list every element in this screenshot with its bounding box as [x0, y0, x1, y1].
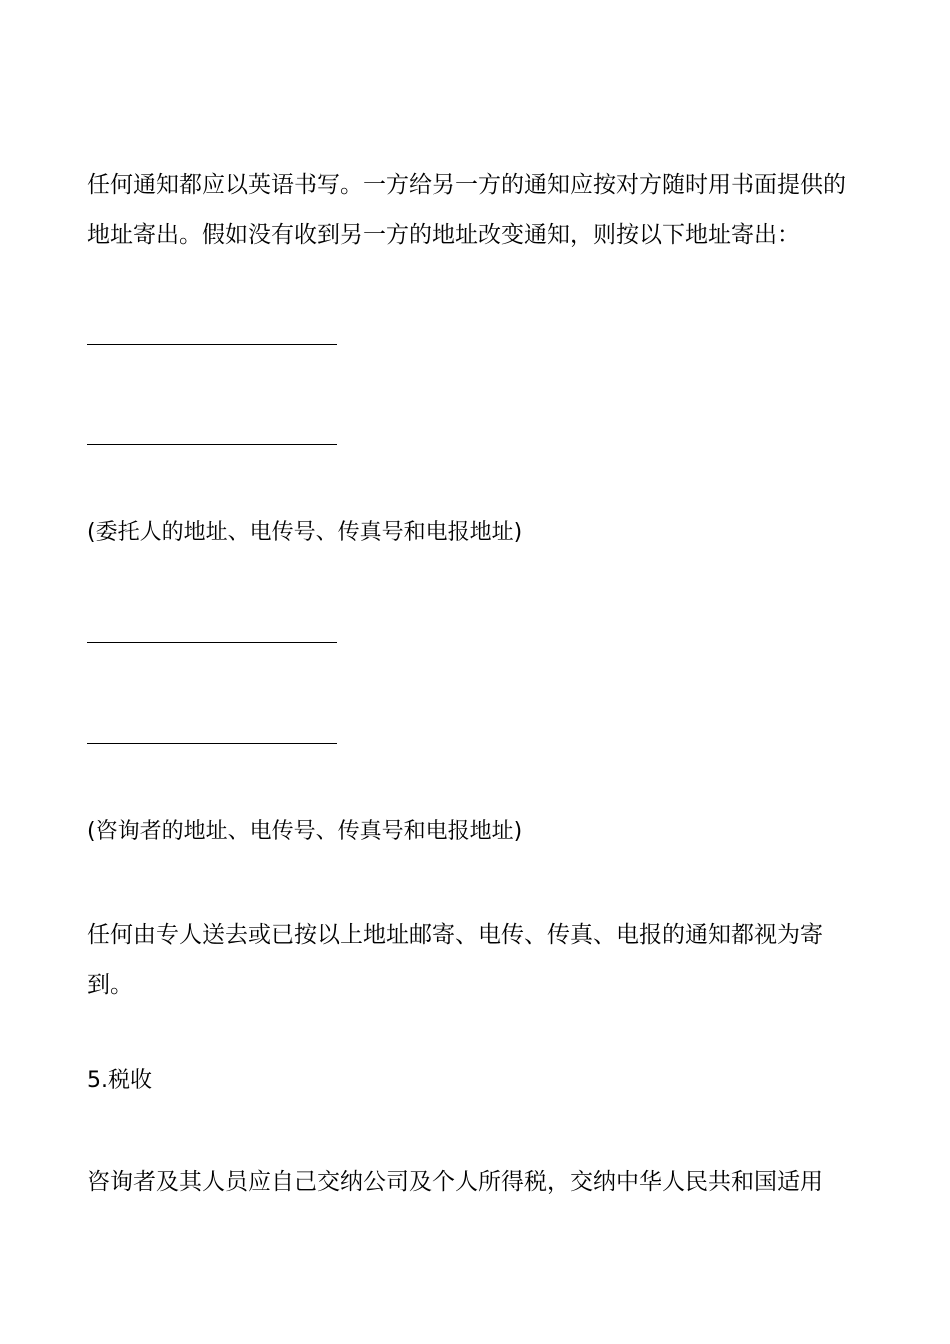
- paragraph-tax: 咨询者及其人员应自己交纳公司及个人所得税，交纳中华人民共和国适用: [87, 1169, 823, 1195]
- client-address-blank-line-2: [87, 444, 337, 445]
- client-address-blank-line-1: [87, 344, 337, 345]
- consultant-address-caption: (咨询者的地址、电传号、传真号和电报地址): [87, 819, 523, 844]
- client-address-caption: (委托人的地址、电传号、传真号和电报地址): [87, 520, 523, 545]
- paragraph-delivery: 任何由专人送去或已按以上地址邮寄、电传、传真、电报的通知都视为寄到。: [87, 922, 823, 998]
- section-heading-tax: 5.税收: [87, 1068, 152, 1093]
- consultant-address-blank-line-1: [87, 642, 337, 643]
- paragraph-notice-language: 任何通知都应以英语书写。一方给另一方的通知应按对方随时用书面提供的地址寄出。假如没有收到另一方的地址改变通知，则按以下地址寄出：: [87, 172, 846, 248]
- consultant-address-blank-line-2: [87, 743, 337, 744]
